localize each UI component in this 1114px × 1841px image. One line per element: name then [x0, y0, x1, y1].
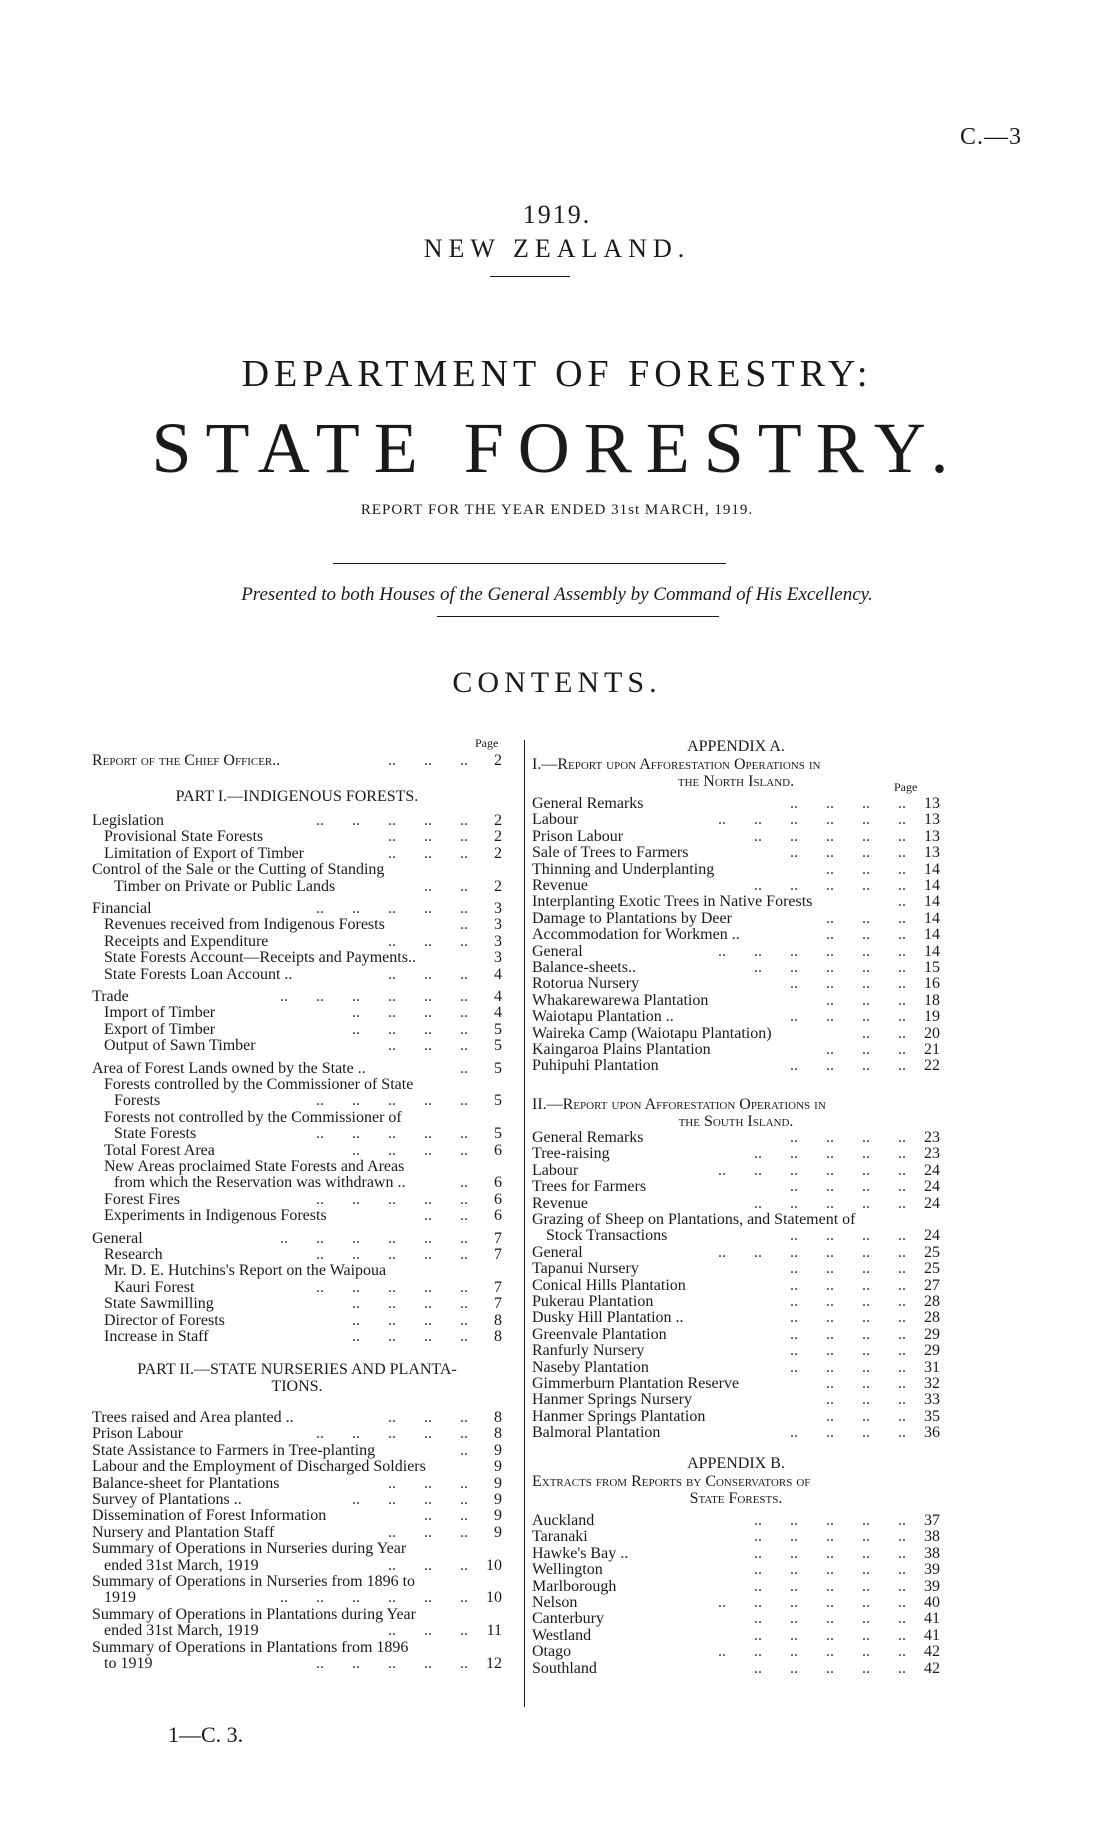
entry-label: Summary of Operations in Nurseries during Year [92, 1540, 407, 1558]
entry-page-number: 14 [924, 926, 940, 944]
entry-label: Labour [532, 811, 579, 829]
entry-label: Summary of Operations in Plantations during Year [92, 1605, 416, 1623]
entry-page-number: 4 [494, 965, 502, 983]
entry-page-number: 3 [494, 949, 502, 967]
entry-page-number: 7 [494, 1295, 502, 1313]
column-divider [524, 740, 525, 1707]
entry-label: State Forests Loan Account .. [104, 965, 293, 983]
leader-dots: .. .. .. .. .. [288, 1279, 468, 1296]
entry-page-number: 6 [494, 1207, 502, 1225]
contents-heading: CONTENTS. [452, 666, 662, 699]
entry-page-number: 14 [924, 893, 940, 911]
presented-statement: Presented to both Houses of the General Assembly by Command of His Excellency. [241, 584, 873, 605]
entry-label: Auckland [532, 1512, 595, 1529]
entry-label: Import of Timber [104, 1004, 216, 1022]
entry-page-number: 14 [924, 942, 940, 960]
entry-page-number: 13 [924, 795, 940, 812]
entry-page-number: 10 [486, 1556, 502, 1574]
entry-page-number: 24 [924, 1161, 940, 1179]
leader-dots: .. .. .. [798, 1392, 906, 1409]
entry-label: Accommodation for Workmen .. [532, 926, 740, 944]
leader-dots: .. .. .. [798, 1042, 906, 1058]
leader-dots: .. .. .. .. .. .. [690, 943, 906, 960]
entry-label: Revenue [532, 877, 588, 894]
leader-dots: .. .. .. .. [324, 1492, 468, 1508]
entry-page-number: 23 [924, 1145, 940, 1163]
leader-dots: .. .. .. .. [762, 796, 906, 812]
entry-page-number: 41 [924, 1610, 940, 1628]
entry-label: Marlborough [532, 1577, 617, 1595]
leader-dots: .. .. .. .. .. .. [690, 1644, 906, 1661]
entry-label: Conical Hills Plantation [532, 1276, 686, 1294]
leader-dots: .. .. .. .. .. .. [690, 1595, 906, 1611]
entry-page-number: 9 [494, 1441, 502, 1459]
entry-label: Waiotapu Plantation .. [532, 1008, 674, 1026]
leader-dots: .. .. .. [360, 1038, 468, 1055]
leader-dots: .. .. .. .. [762, 1326, 906, 1343]
entry-page-number: 29 [924, 1342, 940, 1360]
entry-label: Financial [92, 900, 152, 917]
entry-page-number: 27 [924, 1276, 940, 1294]
entry-page-number: 14 [924, 860, 940, 878]
entry-page-number: 13 [924, 827, 940, 845]
entry-page-number: 2 [494, 828, 502, 846]
leader-dots: .. .. .. .. .. [288, 1247, 468, 1263]
entry-label: General Remarks [532, 1129, 644, 1146]
section-heading: II.—Report upon Afforestation Operations in [532, 1096, 826, 1113]
entry-page-number: 35 [924, 1407, 940, 1425]
leader-dots: .. .. .. .. .. [726, 1578, 906, 1595]
entry-label: Experiments in Indigenous Forests [104, 1207, 327, 1225]
leader-dots: .. [870, 894, 906, 911]
entry-page-number: 8 [494, 1328, 502, 1345]
leader-dots: .. .. .. .. .. .. [690, 1244, 906, 1261]
entry-page-number: 38 [924, 1528, 940, 1546]
leader-dots: .. .. .. .. [324, 1296, 468, 1313]
entry-page-number: 7 [494, 1229, 502, 1247]
entry-page-number: 24 [924, 1227, 940, 1245]
leader-dots: .. .. .. [360, 1475, 468, 1492]
leader-dots: .. .. .. .. .. [726, 1195, 906, 1212]
entry-label: Canterbury [532, 1610, 604, 1628]
entry-page-number: 37 [924, 1512, 940, 1529]
entry-page-number: 7 [494, 1246, 502, 1263]
leader-dots: .. .. .. .. .. [726, 1529, 906, 1546]
entry-page-number: 2 [494, 844, 502, 862]
leader-dots: .. .. .. .. .. [726, 1627, 906, 1644]
entry-page-number: 6 [494, 1141, 502, 1159]
leader-dots: .. .. .. .. [762, 976, 906, 993]
entry-label: Forests [114, 1092, 161, 1110]
entry-page-number: 20 [924, 1024, 940, 1042]
leader-dots: .. [432, 1060, 468, 1077]
entry-page-number: 36 [924, 1424, 940, 1442]
entry-page-number: 6 [494, 1190, 502, 1208]
entry-label: Revenue [532, 1194, 588, 1212]
entry-label: Tree-raising [532, 1145, 610, 1163]
entry-label: General [532, 942, 583, 960]
entry-page-number: 15 [924, 959, 940, 976]
entry-label: State Forests Account—Receipts and Payments.. [104, 949, 416, 967]
entry-page-number: 5 [494, 1059, 502, 1077]
entry-page-number: 2 [494, 752, 502, 769]
entry-label: Forest Fires [104, 1190, 180, 1208]
leader-dots: .. .. [396, 1508, 468, 1525]
entry-page-number: 42 [924, 1643, 940, 1661]
leader-dots: .. .. .. .. [762, 1009, 906, 1026]
entry-page-number: 21 [924, 1041, 940, 1058]
leader-dots: .. .. .. [798, 1376, 906, 1392]
entry-page-number: 5 [494, 1092, 502, 1110]
entry-page-number: 18 [924, 991, 940, 1009]
leader-dots: .. .. .. [360, 1410, 468, 1426]
leader-dots: .. .. .. .. [762, 1179, 906, 1196]
entry-label: Summary of Operations in Plantations from 1896 [92, 1638, 409, 1656]
leader-dots: .. .. .. [798, 927, 906, 944]
leader-dots: .. .. .. [360, 845, 468, 862]
entry-label: Stock Transactions [546, 1227, 668, 1245]
entry-label: Waireka Camp (Waiotapu Plantation) [532, 1024, 772, 1042]
leader-dots: .. .. .. .. .. .. [252, 1230, 468, 1247]
entry-label: Revenues received from Indigenous Forests [104, 916, 385, 934]
entry-label: Timber on Private or Public Lands [114, 877, 336, 895]
leader-dots: .. .. .. .. .. [288, 1191, 468, 1208]
entry-label: Thinning and Underplanting [532, 860, 715, 878]
entry-label: 1919 [104, 1589, 136, 1607]
entry-label: Dissemination of Forest Information [92, 1507, 327, 1525]
entry-page-number: 8 [494, 1425, 502, 1443]
leader-dots: .. .. .. [798, 910, 906, 927]
section-heading: the South Island. [678, 1113, 794, 1130]
main-title: STATE FORESTRY. [151, 408, 963, 488]
entry-page-number: 9 [494, 1458, 502, 1476]
entry-page-number: 5 [494, 1020, 502, 1038]
entry-label: Otago [532, 1643, 572, 1661]
leader-dots: .. .. .. .. .. .. [252, 1590, 468, 1607]
entry-page-number: 7 [494, 1278, 502, 1296]
entry-label: Dusky Hill Plantation .. [532, 1309, 684, 1327]
footer-code: 1—C. 3. [168, 1722, 244, 1747]
entry-label: Whakarewarewa Plantation [532, 991, 709, 1009]
leader-dots: .. .. [834, 1025, 906, 1042]
entry-page-number: 2 [494, 877, 502, 895]
leader-dots: .. .. .. .. .. [726, 1146, 906, 1163]
leader-dots: .. .. .. [360, 753, 468, 769]
entry-label: Output of Sawn Timber [104, 1037, 256, 1055]
entry-page-number: 38 [924, 1544, 940, 1562]
entry-label: Hawke's Bay .. [532, 1544, 629, 1562]
entry-page-number: 6 [494, 1174, 502, 1192]
entry-page-number: 25 [924, 1260, 940, 1278]
entry-label: Hanmer Springs Nursery [532, 1391, 692, 1409]
entry-label: State Assistance to Farmers in Tree-planting [92, 1441, 376, 1459]
entry-label: Westland [532, 1626, 592, 1644]
entry-label: Gimmerburn Plantation Reserve [532, 1375, 740, 1392]
leader-dots: .. .. .. [360, 1557, 468, 1574]
document-code: C.—3 [960, 124, 1023, 150]
entry-label: Provisional State Forests [104, 828, 264, 846]
entry-label: Trees raised and Area planted .. [92, 1409, 294, 1426]
entry-label: Nursery and Plantation Staff [92, 1523, 275, 1541]
entry-label: State Forests [114, 1125, 197, 1143]
entry-label: Interplanting Exotic Trees in Native Forests [532, 893, 813, 911]
leader-dots: .. .. .. .. [324, 1005, 468, 1022]
entry-label: to 1919 [104, 1655, 153, 1672]
entry-label: State Sawmilling [104, 1295, 214, 1313]
subtitle: REPORT FOR THE YEAR ENDED 31st MARCH, 1919. [360, 502, 754, 518]
entry-page-number: 9 [494, 1507, 502, 1525]
leader-dots: .. .. .. .. .. [726, 1660, 906, 1677]
entry-page-number: 5 [494, 1125, 502, 1143]
entry-label: Balance-sheets.. [532, 959, 636, 976]
entry-page-number: 5 [494, 1037, 502, 1055]
entry-label: Director of Forests [104, 1311, 225, 1329]
entry-label: Labour and the Employment of Discharged Soldiers [92, 1458, 426, 1476]
section-heading: APPENDIX A. [687, 738, 785, 755]
entry-label: Research [104, 1246, 163, 1263]
leader-dots: .. .. [396, 1208, 468, 1225]
entry-label: Puhipuhi Plantation [532, 1057, 659, 1075]
leader-dots: .. .. .. .. [762, 1359, 906, 1376]
entry-label: Survey of Plantations .. [92, 1491, 242, 1508]
leader-dots: .. .. .. .. [324, 1312, 468, 1329]
entry-label: Nelson [532, 1594, 578, 1611]
entry-label: Tapanui Nursery [532, 1260, 639, 1278]
entry-label: Export of Timber [104, 1020, 216, 1038]
entry-page-number: 2 [494, 812, 502, 829]
entry-page-number: 22 [924, 1057, 940, 1075]
entry-label: Control of the Sale or the Cutting of Standing [92, 861, 385, 879]
leader-dots: .. .. .. .. [762, 1425, 906, 1442]
entry-page-number: 33 [924, 1391, 940, 1409]
leader-dots: .. .. .. .. .. [288, 1426, 468, 1443]
entry-page-number: 8 [494, 1409, 502, 1426]
entry-label: Grazing of Sheep on Plantations, and Statement of [532, 1211, 856, 1228]
leader-dots: .. .. .. .. [762, 1130, 906, 1146]
entry-page-number: 9 [494, 1474, 502, 1492]
leader-dots: .. .. .. .. .. [288, 1656, 468, 1672]
leader-dots: .. [432, 1175, 468, 1192]
leader-dots: .. .. .. .. .. [288, 1126, 468, 1143]
entry-label: General [92, 1229, 143, 1247]
entry-page-number: 29 [924, 1325, 940, 1343]
leader-dots: .. .. .. .. [762, 845, 906, 862]
entry-page-number: 13 [924, 844, 940, 862]
entry-label: Total Forest Area [104, 1141, 215, 1159]
entry-label: ended 31st March, 1919 [104, 1622, 259, 1640]
leader-dots: .. .. .. [360, 1524, 468, 1541]
entry-label: General [532, 1243, 583, 1261]
entry-page-number: 19 [924, 1008, 940, 1026]
leader-dots: .. .. .. [798, 1408, 906, 1425]
leader-dots: .. .. .. .. [762, 1310, 906, 1327]
entry-label: Kauri Forest [114, 1278, 195, 1296]
entry-label: Rotorua Nursery [532, 975, 640, 993]
entry-label: ended 31st March, 1919 [104, 1556, 259, 1574]
section-heading: State Forests. [689, 1490, 783, 1507]
entry-page-number: 41 [924, 1626, 940, 1644]
contents-right-column [532, 0, 952, 1841]
leader-dots: .. .. .. [798, 992, 906, 1009]
leader-dots: .. .. .. [360, 966, 468, 983]
leader-dots: .. [432, 917, 468, 934]
entry-page-number: 11 [486, 1622, 502, 1640]
leader-dots: .. .. .. .. [762, 1343, 906, 1360]
leader-dots: .. .. [396, 878, 468, 895]
section-heading: APPENDIX B. [687, 1455, 785, 1472]
entry-page-number: 31 [924, 1358, 940, 1376]
leader-dots: .. .. .. .. .. .. [690, 812, 906, 829]
leader-dots: .. .. .. .. [762, 1228, 906, 1245]
leader-dots: .. .. .. .. [324, 1142, 468, 1159]
entry-label: Sale of Trees to Farmers [532, 844, 689, 862]
leader-dots: .. .. .. .. .. [726, 1513, 906, 1529]
page-column-label: Page [475, 736, 499, 750]
leader-dots: .. .. .. .. .. [726, 1545, 906, 1562]
entry-page-number: 13 [924, 811, 940, 829]
entry-label: Kaingaroa Plains Plantation [532, 1041, 711, 1058]
entry-page-number: 39 [924, 1561, 940, 1579]
entry-label: Naseby Plantation [532, 1358, 649, 1376]
department-heading: DEPARTMENT OF FORESTRY: [241, 353, 873, 395]
entry-label: Balmoral Plantation [532, 1424, 661, 1442]
leader-dots: .. .. .. .. .. [726, 828, 906, 845]
leader-dots: .. .. .. .. [762, 1277, 906, 1294]
leader-dots: .. .. .. .. [762, 1294, 906, 1310]
entry-page-number: 12 [486, 1655, 502, 1672]
section-heading: the North Island. [677, 773, 795, 790]
section-heading: Extracts from Reports by Conservators of [532, 1473, 811, 1490]
year: 1919. [522, 200, 592, 229]
entry-page-number: 4 [494, 988, 502, 1005]
leader-dots: .. .. .. .. .. .. [252, 989, 468, 1005]
entry-label: Summary of Operations in Nurseries from 1896 to [92, 1573, 416, 1590]
leader-dots: .. .. .. .. .. [726, 960, 906, 976]
entry-page-number: 16 [924, 975, 940, 993]
section-heading: PART I.—INDIGENOUS FORESTS. [175, 788, 419, 805]
entry-label: Report of the Chief Officer.. [92, 752, 281, 769]
entry-page-number: 14 [924, 909, 940, 927]
entry-page-number: 24 [924, 1178, 940, 1196]
entry-label: Area of Forest Lands owned by the State .. [92, 1059, 366, 1077]
country: NEW ZEALAND. [423, 234, 691, 263]
entry-label: Greenvale Plantation [532, 1325, 667, 1343]
entry-label: General Remarks [532, 795, 644, 812]
entry-label: Trade [92, 988, 129, 1005]
entry-label: Pukerau Plantation [532, 1293, 654, 1310]
entry-page-number: 25 [924, 1243, 940, 1261]
entry-label: Prison Labour [92, 1425, 184, 1443]
entry-label: Receipts and Expenditure [104, 932, 269, 950]
leader-dots: .. .. .. .. .. [288, 813, 468, 829]
entry-label: Forests controlled by the Commissioner of State [104, 1076, 414, 1093]
entry-label: Trees for Farmers [532, 1178, 647, 1196]
section-heading: I.—Report upon Afforestation Operations in [532, 756, 821, 773]
page-column-label: Page [894, 780, 918, 794]
entry-page-number: 9 [494, 1523, 502, 1541]
leader-dots: .. .. .. .. .. [288, 901, 468, 917]
entry-label: Taranaki [532, 1528, 588, 1546]
entry-label: New Areas proclaimed State Forests and Areas [104, 1158, 405, 1175]
leader-dots: .. .. .. .. .. [726, 1562, 906, 1579]
entry-label: Balance-sheet for Plantations [92, 1474, 280, 1492]
entry-page-number: 28 [924, 1293, 940, 1310]
entry-label: Forests not controlled by the Commissioner of [104, 1108, 402, 1126]
entry-page-number: 14 [924, 877, 940, 894]
section-heading: TIONS. [271, 1378, 323, 1395]
entry-label: Increase in Staff [104, 1328, 209, 1345]
leader-dots: .. [432, 1442, 468, 1459]
leader-dots: .. .. .. .. [324, 1021, 468, 1038]
leader-dots: .. .. .. .. .. [726, 878, 906, 894]
leader-dots: .. .. .. .. [762, 1058, 906, 1075]
entry-page-number: 3 [494, 932, 502, 950]
leader-dots: .. .. .. [360, 933, 468, 950]
leader-dots: .. .. .. .. [762, 1261, 906, 1278]
entry-page-number: 8 [494, 1311, 502, 1329]
leader-dots: .. .. .. .. .. [726, 1611, 906, 1628]
entry-label: Prison Labour [532, 827, 624, 845]
entry-page-number: 40 [924, 1594, 940, 1611]
contents-left-column [92, 0, 512, 1841]
entry-page-number: 23 [924, 1129, 940, 1146]
entry-label: Legislation [92, 812, 164, 829]
entry-page-number: 28 [924, 1309, 940, 1327]
entry-label: Damage to Plantations by Deer [532, 909, 732, 927]
entry-label: Hanmer Springs Plantation [532, 1407, 706, 1425]
entry-page-number: 3 [494, 916, 502, 934]
entry-page-number: 4 [494, 1004, 502, 1022]
section-heading: PART II.—STATE NURSERIES AND PLANTA- [137, 1361, 457, 1378]
leader-dots: .. .. .. [360, 1623, 468, 1640]
leader-dots: .. .. .. .. [324, 1329, 468, 1345]
entry-page-number: 42 [924, 1659, 940, 1677]
leader-dots: .. .. .. [360, 829, 468, 846]
entry-label: Wellington [532, 1561, 603, 1579]
entry-label: Ranfurly Nursery [532, 1342, 645, 1360]
entry-label: Southland [532, 1659, 597, 1677]
leader-dots: .. .. .. .. .. [288, 1093, 468, 1110]
entry-page-number: 39 [924, 1577, 940, 1595]
entry-label: from which the Reservation was withdrawn .. [114, 1174, 406, 1192]
leader-dots: .. .. .. .. .. .. [690, 1162, 906, 1179]
entry-page-number: 32 [924, 1375, 940, 1392]
entry-page-number: 10 [486, 1589, 502, 1607]
entry-page-number: 9 [494, 1491, 502, 1508]
leader-dots: .. .. .. [798, 861, 906, 878]
entry-label: Labour [532, 1161, 579, 1179]
entry-page-number: 3 [494, 900, 502, 917]
entry-label: Limitation of Export of Timber [104, 844, 304, 862]
entry-page-number: 24 [924, 1194, 940, 1212]
entry-label: Mr. D. E. Hutchins's Report on the Waipoua [104, 1262, 387, 1280]
